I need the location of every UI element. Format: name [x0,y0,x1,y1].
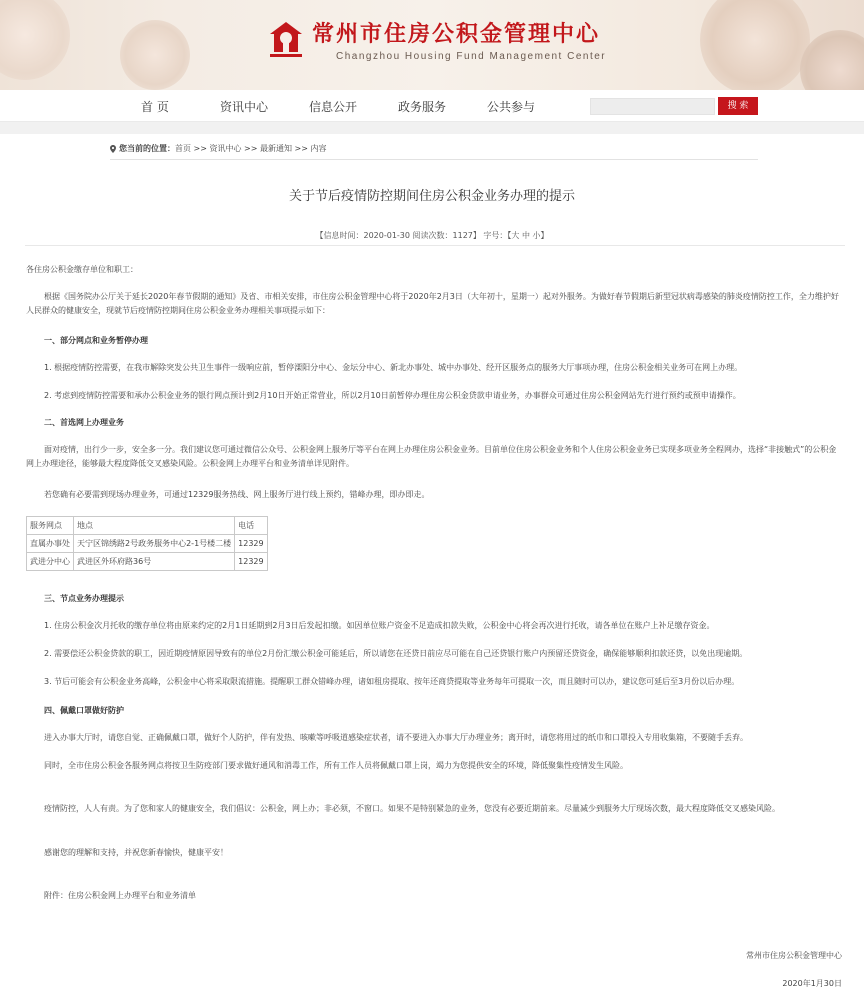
location-pin-icon [110,145,116,153]
table-cell: 12329 [235,553,267,571]
section-2-paragraph-2: 若您确有必要需到现场办理业务，可通过12329服务热线、网上服务厅进行线上预约，错峰办理，即办即走。 [44,490,430,499]
decorative-flower [0,0,70,80]
decorative-flower [120,20,190,90]
table-cell: 天宁区锦绣路2号政务服务中心2-1号楼二楼 [74,535,235,553]
article-meta: 【信息时间：2020-01-30 阅读次数：1127】 字号：【大 中 小】 [315,231,549,240]
site-title: 常州市住房公积金管理中心 [312,22,601,47]
attachment-link[interactable]: 附件：住房公积金网上办理平台和业务清单 [44,891,196,900]
breadcrumb-path[interactable]: 首页 >> 资讯中心 >> 最新通知 >> 内容 [175,144,327,153]
section-2-paragraph-1: 面对疫情，出行少一步，安全多一分。我们建议您可通过微信公众号、公积金网上服务厅等平台在网上办理住房公积金业务。目前单位住房公积金业务和个人住房公积金业务已实现多项业务全程网办，选择“非接触式”的公积金网上办理途径，能够最大程度降低交叉感染风险。公积金网上办理平台和业务清单详见附件。 [26,445,837,468]
breadcrumb-label: 您当前的位置： [119,144,175,153]
site-header [0,0,864,90]
table-cell: 武进分中心 [27,553,74,571]
decorative-flower [700,0,810,90]
section-2-heading: 二、首选网上办理业务 [44,418,124,427]
section-4-heading: 四、佩戴口罩做好防护 [44,706,124,715]
fund-center-logo-icon [268,20,304,58]
greeting: 各住房公积金缴存单位和职工： [26,265,138,274]
nav-item-home[interactable]: 首 页 [141,100,169,114]
closing-paragraph: 疫情防控，人人有责。为了您和家人的健康安全，我们倡议：公积金，网上办；非必须，不窗口。如果不是特别紧急的业务，您没有必要近期前来。尽量减少到服务大厅现场次数，最大程度降低交叉感染风险。 [44,804,780,813]
article-title: 关于节后疫情防控期间住房公积金业务办理的提示 [288,189,575,204]
site-subtitle: Changzhou Housing Fund Management Center [336,51,607,62]
nav-item-news-center[interactable]: 资讯中心 [220,100,269,114]
section-1-item-2: 2. 考虑到疫情防控需要和承办公积金业务的银行网点预计到2月10日开始正常营业，所以2月10日前暂停办理住房公积金贷款申请业务，办事群众可通过住房公积金网站先行进行预约或预申请操作。 [44,391,741,400]
meta-divider [25,245,845,246]
section-3-item-1: 1. 住房公积金次月托收的缴存单位将由原来约定的2月1日延期到2月3日后发起扣缴。如因单位账户资金不足造成扣款失败，公积金中心将会再次进行托收，请各单位在账户上补足缴存资金。 [44,621,715,630]
table-header-cell: 电话 [235,517,267,535]
thanks-paragraph: 感谢您的理解和支持，并祝您新春愉快，健康平安！ [44,848,228,857]
section-3-item-2: 2. 需要偿还公积金贷款的职工，因近期疫情原因导致有的单位2月份汇缴公积金可能延后，所以请您在还贷日前应尽可能在自己还贷银行账户内预留还贷资金，确保能够顺利扣款还贷，以免出现逾期。 [44,649,748,658]
nav-item-info-disclosure[interactable]: 信息公开 [309,100,358,114]
header-divider-band [0,122,864,134]
breadcrumb-divider [110,159,758,160]
breadcrumb [110,143,326,154]
section-1-item-1: 1. 根据疫情防控需要，在我市解除突发公共卫生事件一级响应前，暂停溧阳分中心、金坛分中心、新北办事处、城中办事处、经开区服务点的服务大厅事项办理，住房公积金相关业务可在网上办理。 [44,363,743,372]
section-4-paragraph-1: 进入办事大厅时，请您自觉、正确佩戴口罩，做好个人防护，伴有发热、咳嗽等呼吸道感染症状者，请不要进入办事大厅办理业务；离开时，请您将用过的纸巾和口罩投入专用收集箱，不要随手丢弃。 [44,733,748,742]
table-row [27,553,268,571]
signature: 常州市住房公积金管理中心 [746,951,842,960]
table-header-row [27,517,268,535]
service-locations-table [26,516,268,571]
table-header-cell: 地点 [74,517,235,535]
nav-item-gov-services[interactable]: 政务服务 [398,100,447,114]
section-3-heading: 三、节点业务办理提示 [44,594,124,603]
section-1-heading: 一、部分网点和业务暂停办理 [44,336,148,345]
table-cell: 武进区外环府路36号 [74,553,235,571]
intro-paragraph: 根据《国务院办公厅关于延长2020年春节假期的通知》及省、市相关安排，市住房公积金管理中心将于2020年2月3日（大年初十，星期一）起对外服务。为做好春节假期后新型冠状病毒感染的肺炎疫情防控工作，全力维护好人民群众的健康安全，现就节后疫情防控期间住房公积金业务办理相关事项提示如下： [26,292,839,315]
search-input[interactable] [590,98,715,115]
search-button[interactable]: 搜 索 [718,97,758,115]
table-cell: 直属办事处 [27,535,74,553]
section-3-item-3: 3. 节后可能会有公积金业务高峰，公积金中心将采取限流措施。提醒职工群众错峰办理，诸如租房提取、按年还商贷提取等业务每年可提取一次，而且随时可以办，建议您可延后至3月份以后办理。 [44,677,740,686]
table-row [27,535,268,553]
table-header-cell: 服务网点 [27,517,74,535]
section-4-paragraph-2: 同时，全市住房公积金各服务网点将按卫生防疫部门要求做好通风和消毒工作，所有工作人员将佩戴口罩上岗，竭力为您提供安全的环境，降低聚集性疫情发生风险。 [44,761,628,770]
signature-date: 2020年1月30日 [782,979,842,988]
table-cell: 12329 [235,535,267,553]
nav-item-public-participation[interactable]: 公共参与 [487,100,536,114]
